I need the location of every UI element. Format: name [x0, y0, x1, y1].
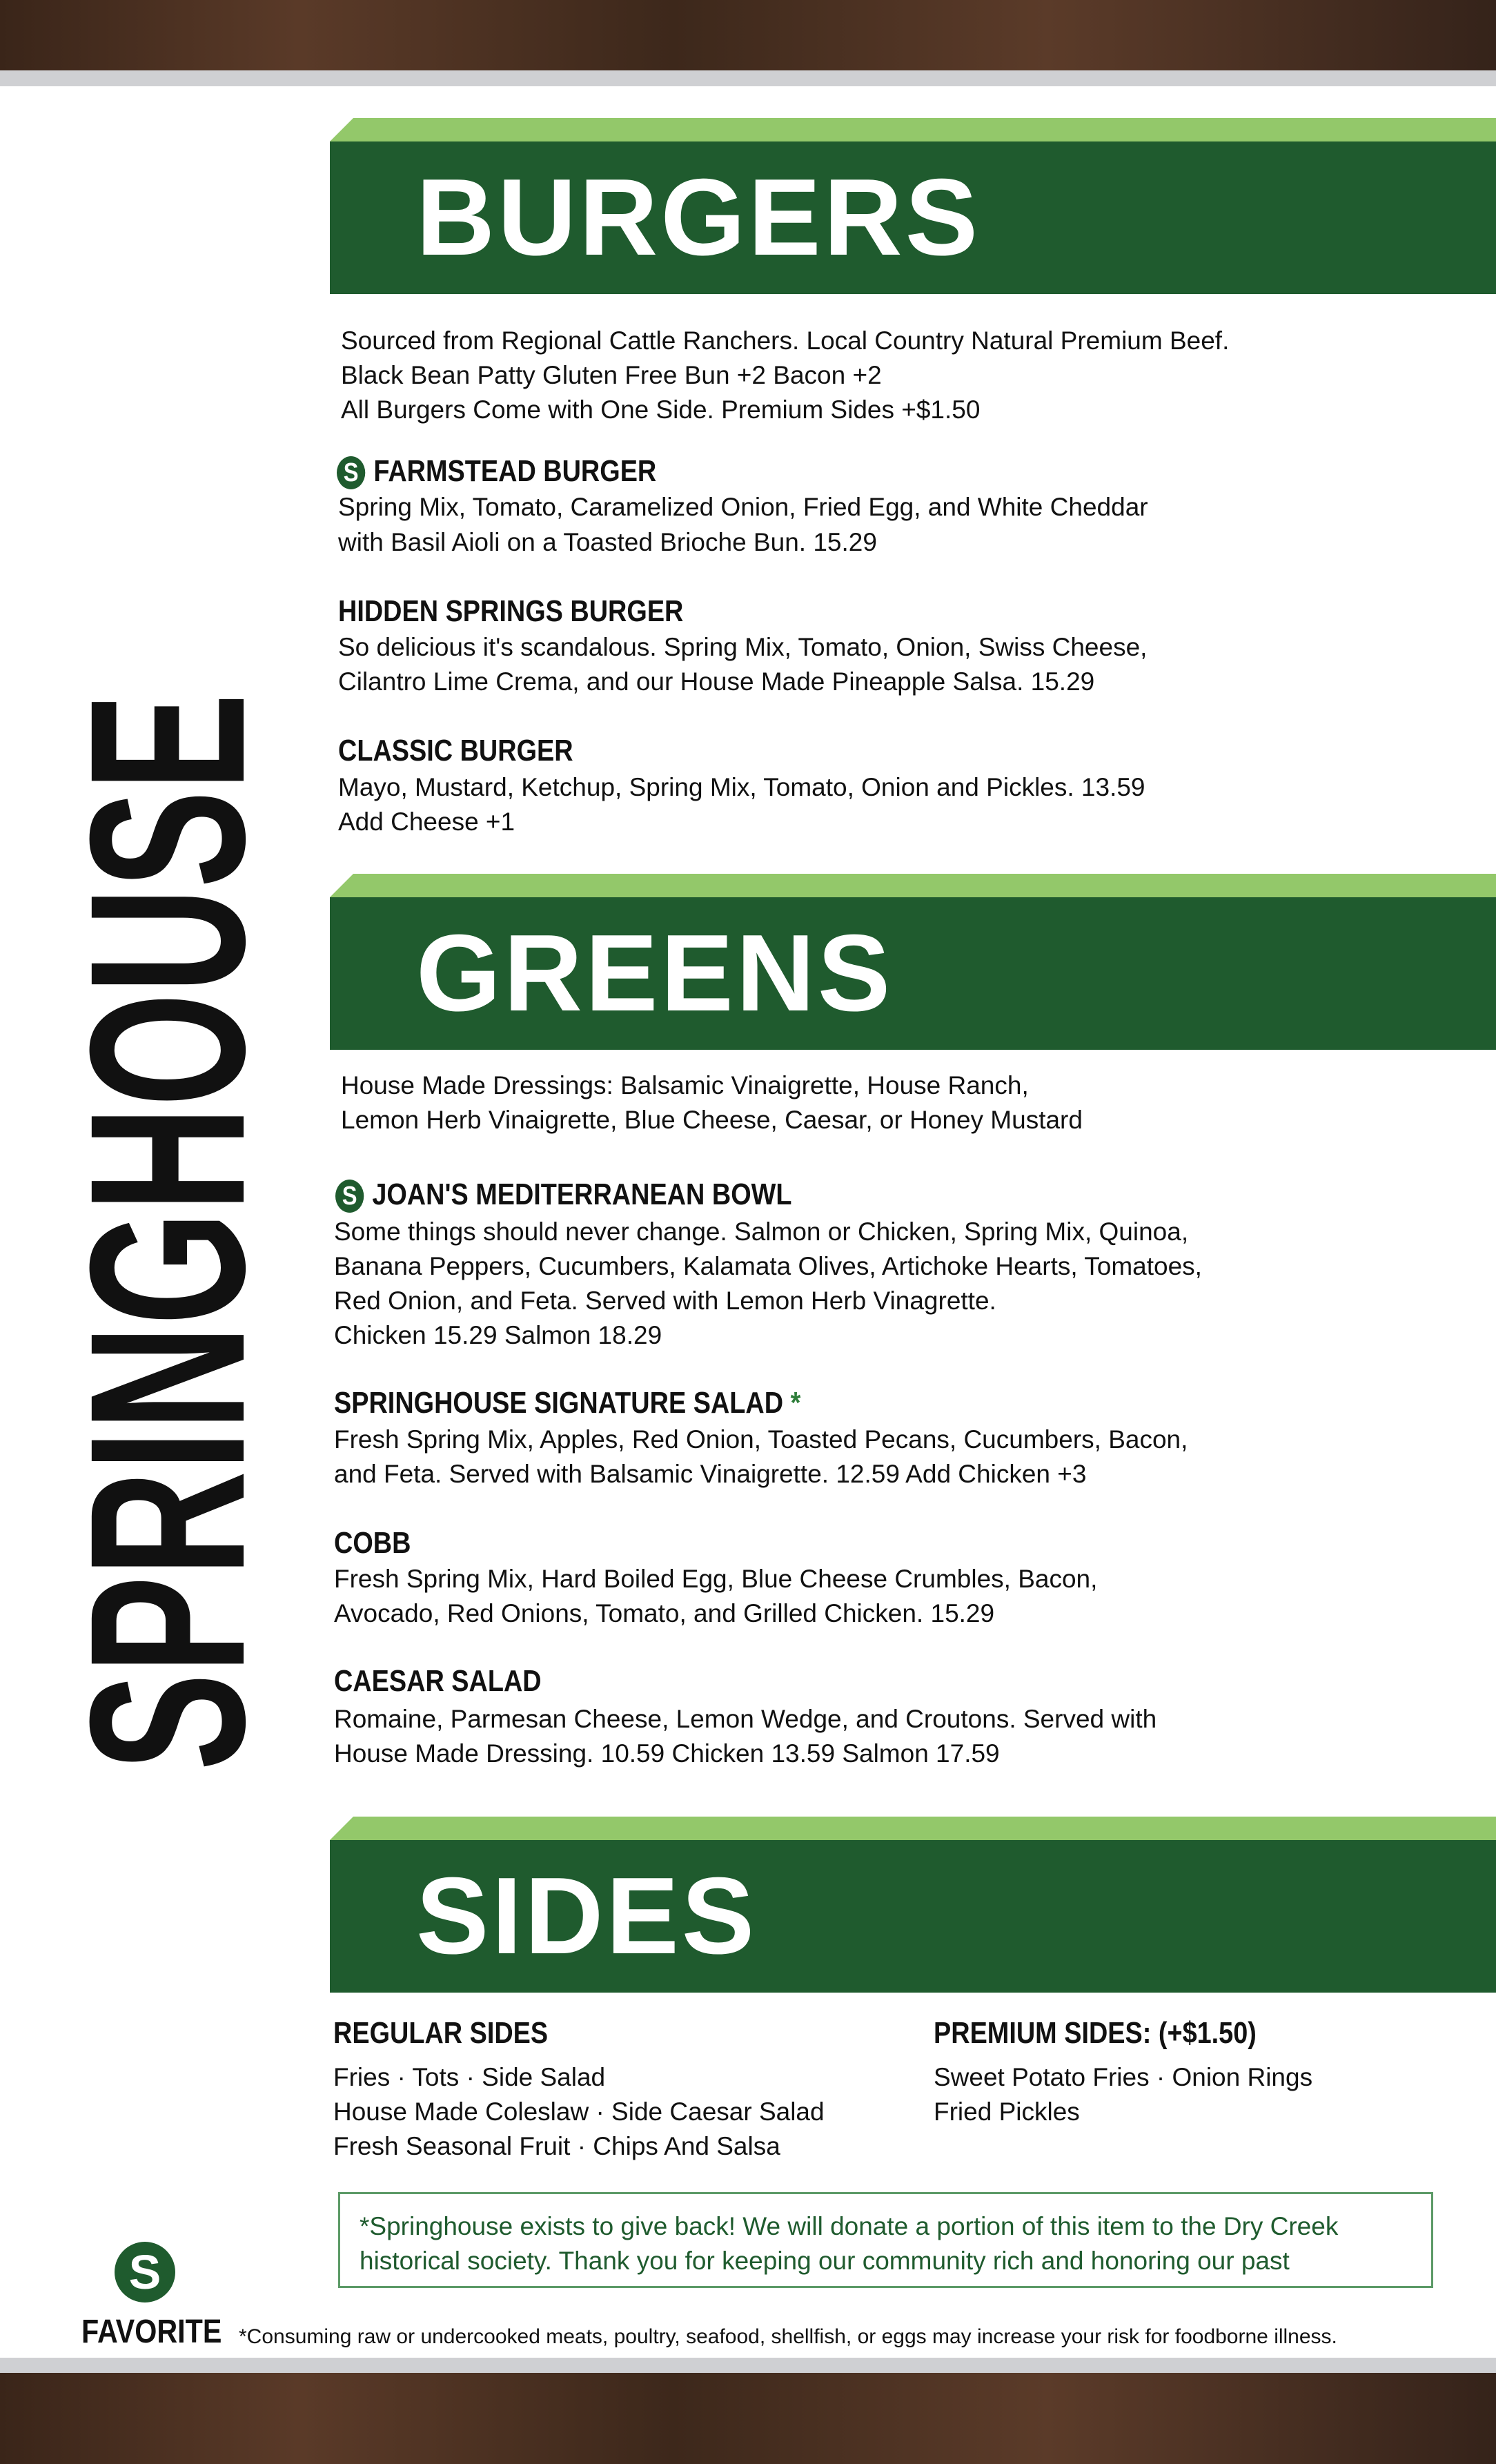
menu-item-desc: Cilantro Lime Crema, and our House Made Pineapple Salsa. 15.29: [338, 667, 1095, 696]
menu-item-desc: Banana Peppers, Cucumbers, Kalamata Olives, Artichoke Hearts, Tomatoes,: [334, 1252, 1202, 1280]
menu-item-desc: Chicken 15.29 Salmon 18.29: [334, 1321, 662, 1349]
menu-item-desc: Romaine, Parmesan Cheese, Lemon Wedge, and Croutons. Served with: [334, 1705, 1157, 1733]
menu-item-desc: Add Cheese +1: [338, 808, 515, 836]
giveback-line: *Springhouse exists to give back! We will donate a portion of this item to the Dry Creek: [360, 2212, 1339, 2240]
menu-item-desc: So delicious it's scandalous. Spring Mix, Tomato, Onion, Swiss Cheese,: [338, 633, 1148, 661]
intro-line: Lemon Herb Vinaigrette, Blue Cheese, Caesar, or Honey Mustard: [341, 1106, 1083, 1134]
side-line: Sweet Potato Fries · Onion Rings: [934, 2063, 1313, 2091]
menu-item-title: CLASSIC BURGER: [338, 734, 573, 767]
sides-banner: [330, 1817, 1496, 1993]
menu-item-title: S JOAN'S MEDITERRANEAN BOWL: [335, 1177, 791, 1213]
side-line: Fried Pickles: [934, 2098, 1080, 2126]
menu-item-title: CAESAR SALAD: [334, 1664, 542, 1698]
intro-line: House Made Dressings: Balsamic Vinaigrette, House Ranch,: [341, 1071, 1029, 1099]
menu-item-desc: and Feta. Served with Balsamic Vinaigrette. 12.59 Add Chicken +3: [334, 1460, 1087, 1488]
section-title: GREENS: [416, 912, 894, 1034]
regular-sides-heading: REGULAR SIDES: [333, 2016, 549, 2050]
menu-item-title: S FARMSTEAD BURGER: [337, 454, 656, 489]
greens-banner: [330, 874, 1496, 1050]
giveback-notice: [338, 2192, 1433, 2288]
intro-line: Sourced from Regional Cattle Ranchers. Local Country Natural Premium Beef.: [341, 326, 1230, 355]
bottom-divider: [0, 2358, 1496, 2373]
favorite-legend-label: FAVORITE: [81, 2314, 222, 2350]
menu-item-desc: Red Onion, and Feta. Served with Lemon Herb Vinagrette.: [334, 1287, 996, 1315]
intro-line: Black Bean Patty Gluten Free Bun +2 Bacon +2: [341, 361, 882, 389]
bottom-wood-border: [0, 2373, 1496, 2464]
side-line: Fries · Tots · Side Salad: [333, 2063, 606, 2091]
favorite-legend-icon: S: [115, 2242, 175, 2302]
menu-item-title: HIDDEN SPRINGS BURGER: [338, 594, 684, 628]
top-wood-border: [0, 0, 1496, 70]
menu-item-desc: Fresh Spring Mix, Hard Boiled Egg, Blue Cheese Crumbles, Bacon,: [334, 1565, 1098, 1593]
section-title: BURGERS: [416, 157, 981, 278]
menu-item-desc: Spring Mix, Tomato, Caramelized Onion, Fried Egg, and White Cheddar: [338, 493, 1148, 521]
brand-vertical-title: SPRINGHOUSE: [43, 693, 291, 1771]
menu-item-desc: with Basil Aioli on a Toasted Brioche Bun. 15.29: [338, 528, 877, 556]
burgers-banner: [330, 118, 1496, 294]
menu-item-desc: House Made Dressing. 10.59 Chicken 13.59 Salmon 17.59: [334, 1739, 1000, 1768]
menu-item-title: COBB: [334, 1526, 411, 1560]
menu-item-title: SPRINGHOUSE SIGNATURE SALAD *: [334, 1386, 801, 1420]
side-line: House Made Coleslaw · Side Caesar Salad: [333, 2098, 825, 2126]
section-title: SIDES: [416, 1855, 758, 1977]
top-divider: [0, 70, 1496, 86]
menu-item-desc: Some things should never change. Salmon or Chicken, Spring Mix, Quinoa,: [334, 1218, 1189, 1246]
premium-sides-heading: PREMIUM SIDES: (+$1.50): [934, 2016, 1257, 2050]
intro-line: All Burgers Come with One Side. Premium Sides +$1.50: [341, 395, 981, 424]
menu-item-desc: Fresh Spring Mix, Apples, Red Onion, Toasted Pecans, Cucumbers, Bacon,: [334, 1425, 1188, 1454]
giveback-line: historical society. Thank you for keeping our community rich and honoring our past: [360, 2247, 1290, 2275]
disclaimer: *Consuming raw or undercooked meats, poultry, seafood, shellfish, or eggs may increase your risk for foodborne illness.: [239, 2325, 1337, 2348]
favorite-badge-icon: S: [337, 456, 365, 489]
menu-item-desc: Avocado, Red Onions, Tomato, and Grilled Chicken. 15.29: [334, 1599, 995, 1627]
favorite-badge-icon: S: [335, 1180, 364, 1213]
giveback-asterisk-icon: *: [790, 1386, 801, 1420]
side-line: Fresh Seasonal Fruit · Chips And Salsa: [333, 2132, 780, 2160]
menu-item-desc: Mayo, Mustard, Ketchup, Spring Mix, Tomato, Onion and Pickles. 13.59: [338, 773, 1145, 801]
